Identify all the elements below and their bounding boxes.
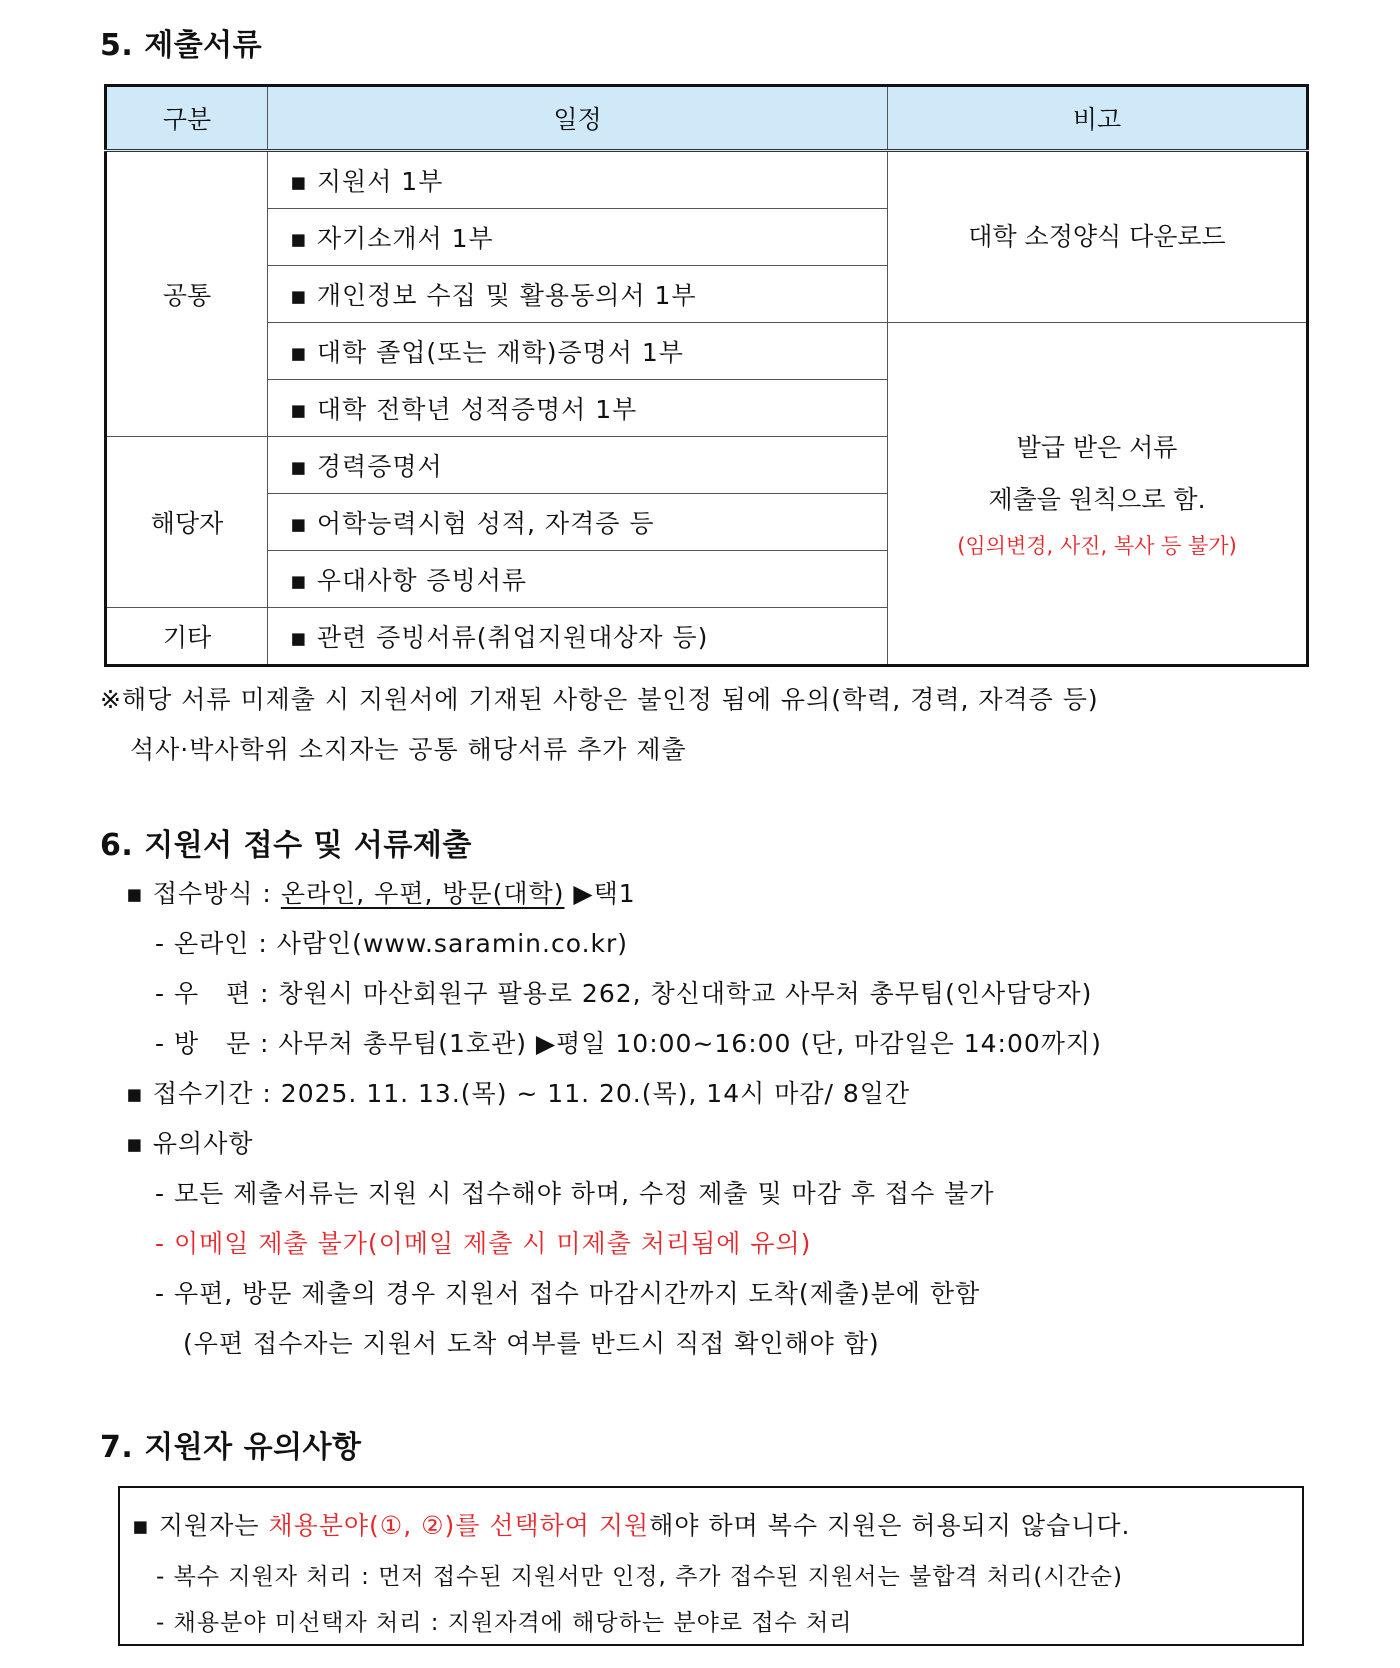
notice-line-2: - 복수 지원자 처리 : 먼저 접수된 지원서만 인정, 추가 접수된 지원서는 불합격 처리(시간순) <box>156 1564 1123 1590</box>
header-remarks: 비고 <box>888 86 1308 151</box>
section-5-title: 5. 제출서류 <box>100 28 263 63</box>
notice-text: 해야 하며 복수 지원은 허용되지 않습니다. <box>649 1511 1131 1540</box>
section-6-title: 6. 지원서 접수 및 서류제출 <box>100 828 472 863</box>
method-post: - 우 편 : 창원시 마산회원구 팔용로 262, 창신대학교 사무처 총무팀(인사담당자) <box>155 979 1093 1008</box>
remark-original-docs <box>888 323 1308 666</box>
remark-warning: (임의변경, 사진, 복사 등 불가) <box>957 533 1237 558</box>
category-applicable: 해당자 <box>106 437 268 608</box>
footnote-1: ※해당 서류 미제출 시 지원서에 기재된 사항은 불인정 됨에 유의(학력, 경력, 자격증 등) <box>100 685 1099 714</box>
header-schedule: 일정 <box>268 86 888 151</box>
note-item-warning: - 이메일 제출 불가(이메일 제출 시 미제출 처리됨에 유의) <box>155 1229 812 1258</box>
doc-item: ▪ 개인정보 수집 및 활용동의서 1부 <box>268 266 888 323</box>
method-visit: - 방 문 : 사무처 총무팀(1호관) ▶평일 10:00~16:00 (단, 마감일은 14:00까지) <box>155 1029 1102 1058</box>
method-online: - 온라인 : 사람인(www.saramin.co.kr) <box>155 929 629 958</box>
doc-item: ▪ 자기소개서 1부 <box>268 209 888 266</box>
doc-item: ▪ 대학 졸업(또는 재학)증명서 1부 <box>268 323 888 380</box>
table-header-row <box>106 86 1308 151</box>
notes-label: ▪ 유의사항 <box>126 1129 254 1158</box>
submission-period: ▪ 접수기간 : 2025. 11. 13.(목) ~ 11. 20.(목), 14시 마감/ 8일간 <box>126 1079 911 1108</box>
table-row <box>106 323 1308 380</box>
doc-item: ▪ 경력증명서 <box>268 437 888 494</box>
note-item: - 모든 제출서류는 지원 시 접수해야 하며, 수정 제출 및 마감 후 접수 불가 <box>155 1179 995 1208</box>
documents-table <box>104 84 1309 667</box>
header-category: 구분 <box>106 86 268 151</box>
notice-highlight: 채용분야(①, ②)를 선택하여 지원 <box>268 1511 650 1540</box>
category-other: 기타 <box>106 608 268 666</box>
footnote-2: 석사·박사학위 소지자는 공통 해당서류 추가 제출 <box>130 735 687 764</box>
remark-line: 제출을 원칙으로 함. <box>988 484 1206 514</box>
remark-download: 대학 소정양식 다운로드 <box>888 151 1308 323</box>
note-item: - 우편, 방문 제출의 경우 지원서 접수 마감시간까지 도착(제출)분에 한함 <box>155 1279 981 1308</box>
category-common: 공통 <box>106 151 268 437</box>
doc-item: ▪ 관련 증빙서류(취업지원대상자 등) <box>268 608 888 666</box>
doc-item: ▪ 대학 전학년 성적증명서 1부 <box>268 380 888 437</box>
method-suffix: ▶택1 <box>564 879 636 908</box>
table-row <box>106 151 1308 209</box>
note-item: (우편 접수자는 지원서 도착 여부를 반드시 직접 확인해야 함) <box>183 1329 880 1358</box>
notice-text: ▪ 지원자는 <box>132 1511 269 1540</box>
section-7-title: 7. 지원자 유의사항 <box>100 1430 362 1465</box>
doc-item: ▪ 어학능력시험 성적, 자격증 등 <box>268 494 888 551</box>
notice-line-3: - 채용분야 미선택자 처리 : 지원자격에 해당하는 분야로 접수 처리 <box>156 1610 853 1636</box>
method-value: 온라인, 우편, 방문(대학) <box>280 879 565 908</box>
doc-item: ▪ 지원서 1부 <box>268 151 888 209</box>
submission-method <box>126 874 636 910</box>
applicant-notice-box <box>118 1486 1304 1646</box>
method-label: ▪ 접수방식 : <box>126 879 281 908</box>
notice-line-1 <box>132 1506 1130 1542</box>
doc-item: ▪ 우대사항 증빙서류 <box>268 551 888 608</box>
remark-line: 발급 받은 서류 <box>1016 432 1178 462</box>
